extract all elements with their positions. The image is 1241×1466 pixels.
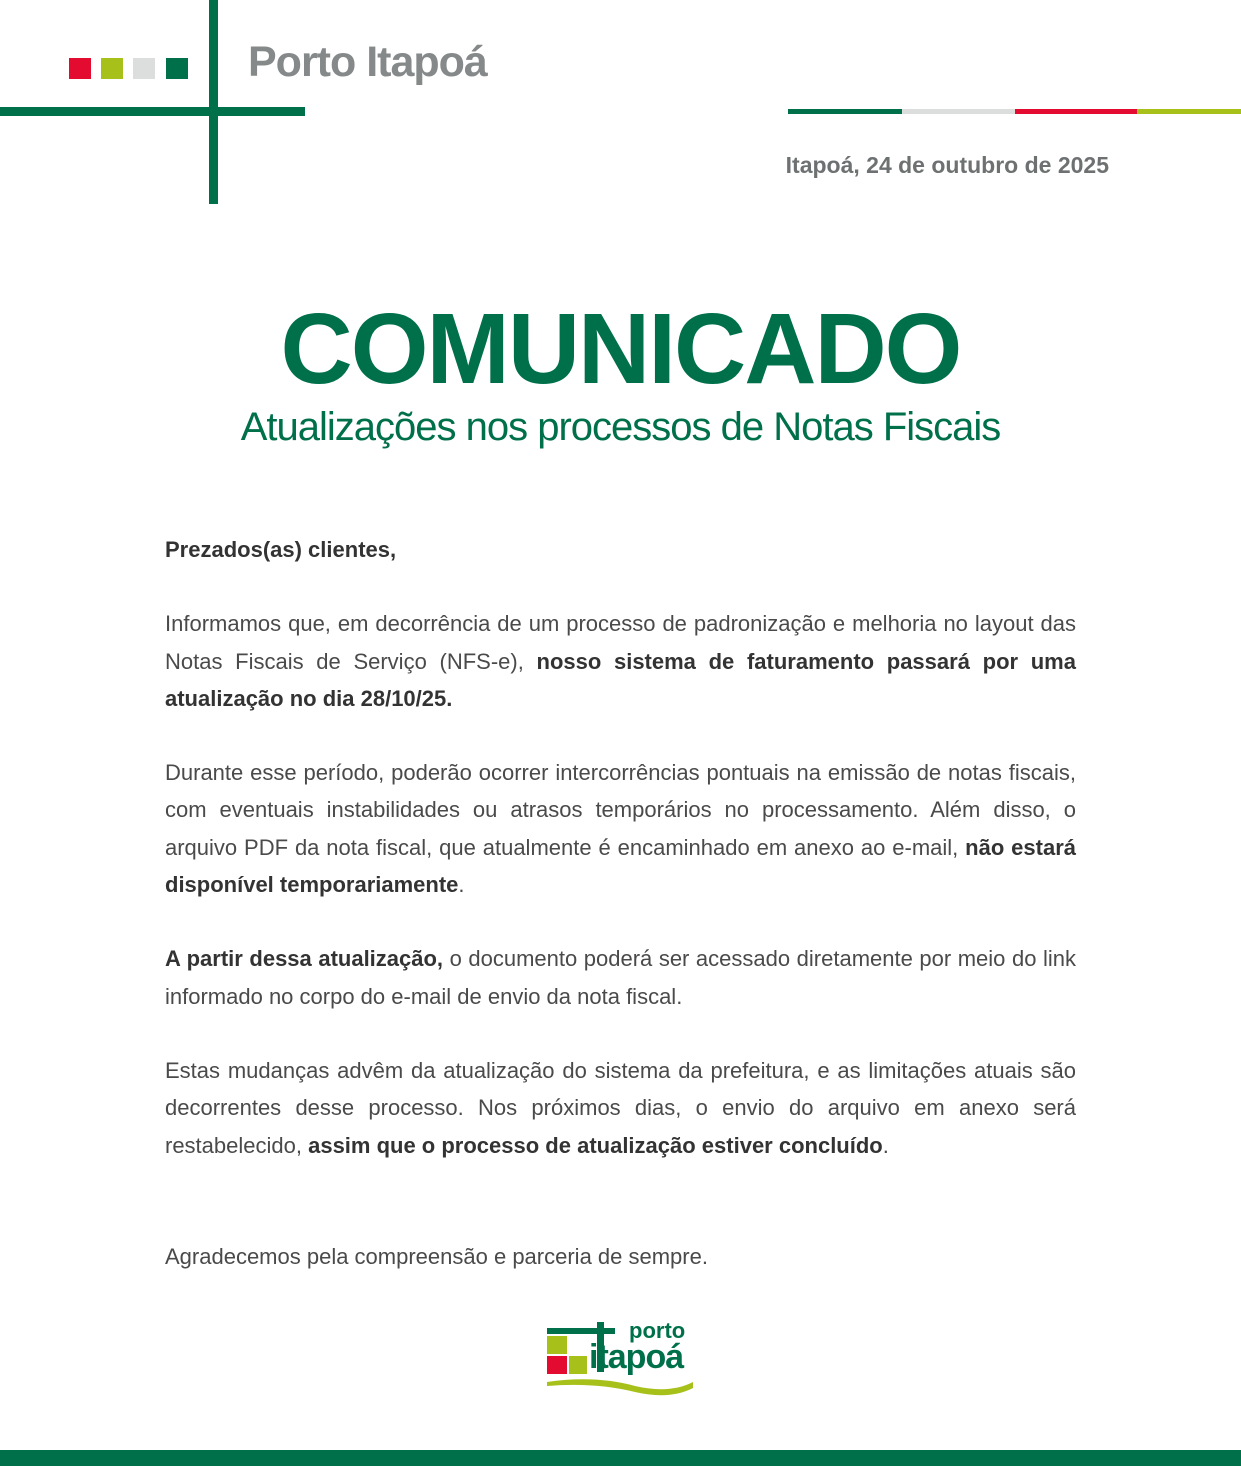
date: Itapoá, 24 de outubro de 2025 [785,152,1109,178]
paragraph-4: Estas mudanças advêm da atualização do sistema da prefeitura, e as limitações atuais são decorrentes desse processo. Nos próximos dias, o envio do arquivo em anexo será restabelecido, assim que o processo de atualização estiver concluído. [165,1057,1076,1158]
gray-square [133,58,155,79]
brand-name: Porto Itapoá [248,38,487,86]
red-square [69,58,91,79]
horizontal-rule [0,107,305,116]
letter-body [165,531,1076,1312]
paragraph-3: A partir dessa atualização, o documento poderá ser acessado diretamente por meio do link informado no corpo do e-mail de envio da nota fiscal. [165,946,1076,1009]
lime-square [101,58,123,79]
footer-bar [0,1450,1241,1466]
green-square [166,58,188,79]
paragraph-2: Durante esse período, poderão ocorrer intercorrências pontuais na emissão de notas fiscais, com eventuais instabilidades ou atrasos temporários no processamento. Além disso, o arquivo PDF da nota fiscal, que atualmente é encaminhado em anexo ao e-mail, não estará disponível temporariamente. [165,760,1076,898]
porto-itapoa-logo [545,1320,700,1400]
closing: Agradecemos pela compreensão e parceria de sempre. [165,1243,708,1269]
page-title: COMUNICADO [280,293,961,405]
paragraph-1: Informamos que, em decorrência de um processo de padronização e melhoria no layout das Notas Fiscais de Serviço (NFS-e), nosso sistema de faturamento passará por uma atualização no dia 28/10/25. [165,611,1076,711]
color-stripe [788,109,1241,114]
logo-porto: porto [629,1318,686,1343]
vertical-rule [209,0,218,204]
page-subtitle: Atualizações nos processos de Notas Fiscais [240,405,1001,449]
greeting: Prezados(as) clientes, [165,537,397,562]
logo-itapoa: itapoá [589,1338,684,1376]
